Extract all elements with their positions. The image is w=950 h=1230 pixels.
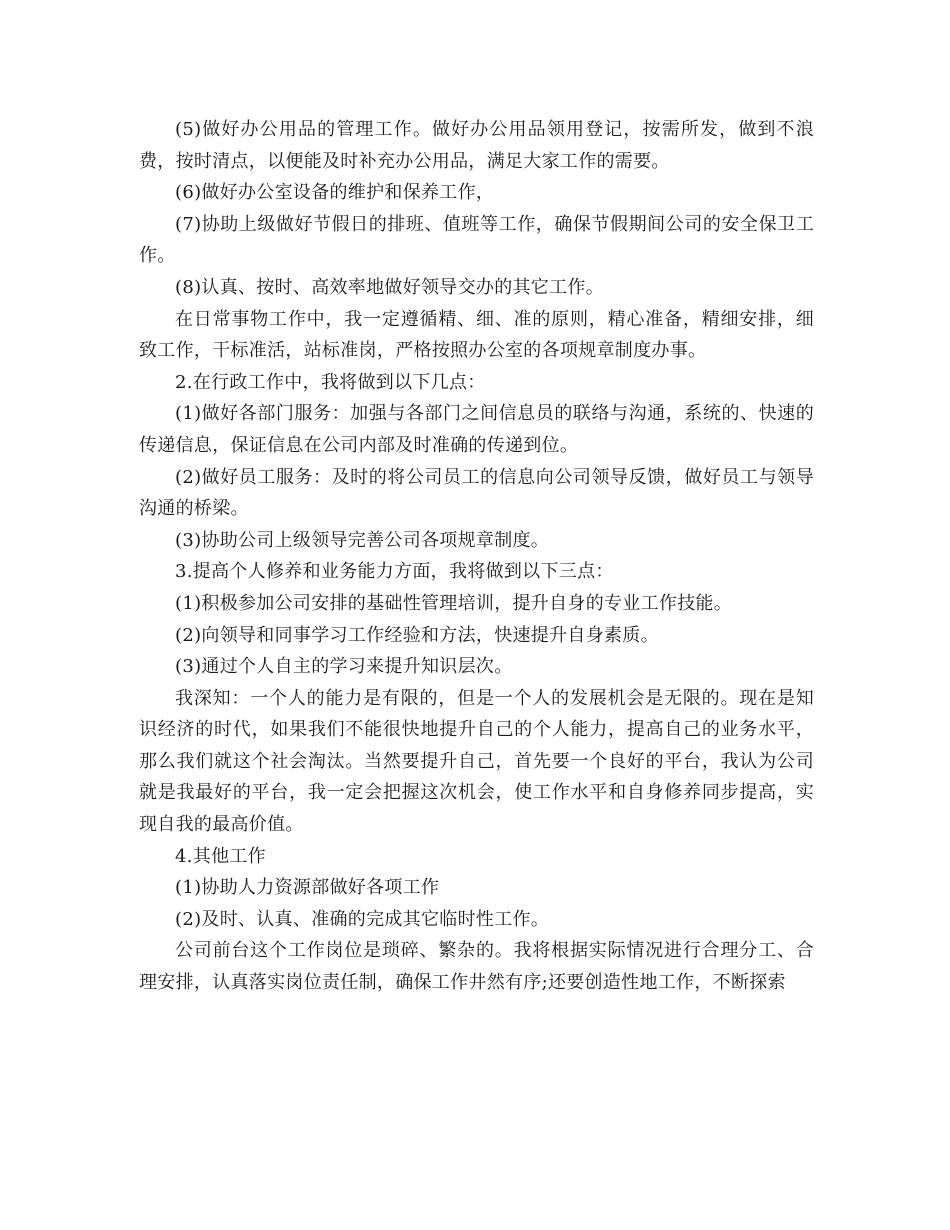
paragraph-5: 在日常事物工作中，我一定遵循精、细、准的原则，精心准备，精细安排，细致工作，干标准活，站标准岗，严格按照办公室的各项规章制度办事。 xyxy=(139,308,814,362)
paragraph-16: (1)协助人力资源部做好各项工作 xyxy=(175,877,440,899)
paragraph-12: (2)向领导和同事学习工作经验和方法，快速提升自身素质。 xyxy=(175,624,659,646)
paragraph-6: 2.在行政工作中，我将做到以下几点： xyxy=(175,371,486,393)
paragraph-7: (1)做好各部门服务：加强与各部门之间信息员的联络与沟通，系统的、快速的传递信息，保证信息在公司内部及时准确的传递到位。 xyxy=(139,403,814,456)
paragraph-11: (1)积极参加公司安排的基础性管理培训，提升自身的专业工作技能。 xyxy=(175,592,733,614)
paragraph-10: 3.提高个人修养和业务能力方面，我将做到以下三点： xyxy=(175,561,614,583)
paragraph-17: (2)及时、认真、准确的完成其它临时性工作。 xyxy=(175,908,550,930)
paragraph-4: (8)认真、按时、高效率地做好领导交办的其它工作。 xyxy=(175,276,604,298)
paragraph-13: (3)通过个人自主的学习来提升知识层次。 xyxy=(175,656,513,678)
paragraph-15: 4.其他工作 xyxy=(175,845,266,867)
paragraph-8: (2)做好员工服务：及时的将公司员工的信息向公司领导反馈，做好员工与领导沟通的桥梁。 xyxy=(139,466,814,520)
paragraph-2: (6)做好办公室设备的维护和保养工作， xyxy=(175,182,495,204)
paragraph-3: (7)协助上级做好节假日的排班、值班等工作，确保节假期间公司的安全保卫工作。 xyxy=(139,213,814,267)
paragraph-14: 我深知：一个人的能力是有限的，但是一个人的发展机会是无限的。现在是知识经济的时代，如果我们不能很快地提升自己的个人能力，提高自己的业务水平，那么我们就这个社会淘汰。当然要提升自己，首先要一个良好的平台，我认为公司就是我最好的平台，我一定会把握这次机会，使工作水平和自身修养同步提高，实现自我的最高价值。 xyxy=(139,687,814,836)
document-body xyxy=(139,114,814,999)
paragraph-9: (3)协助公司上级领导完善公司各项规章制度。 xyxy=(175,529,550,551)
paragraph-1: (5)做好办公用品的管理工作。做好办公用品领用登记，按需所发，做到不浪费，按时清点，以便能及时补充办公用品，满足大家工作的需要。 xyxy=(139,119,814,172)
paragraph-18: 公司前台这个工作岗位是琐碎、繁杂的。我将根据实际情况进行合理分工、合理安排，认真落实岗位责任制，确保工作井然有序;还要创造性地工作，不断探索 xyxy=(139,940,814,994)
